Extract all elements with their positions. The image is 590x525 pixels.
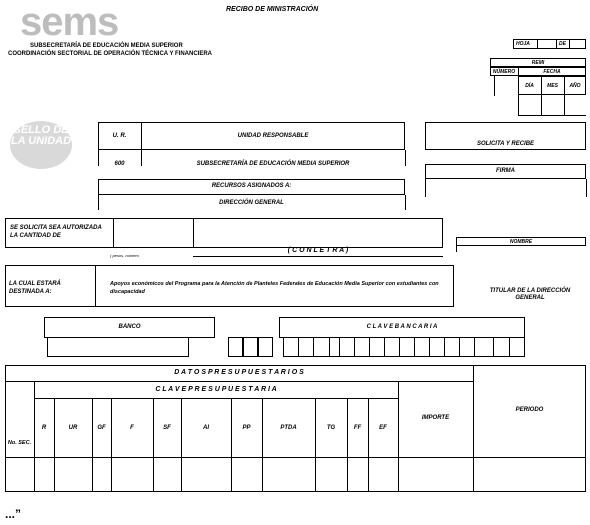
clave-digit-divider	[399, 337, 400, 357]
cantidad-divider-1	[113, 218, 114, 248]
sems-logo: sems	[20, 0, 119, 44]
direccion-label: DIRECCIÓN GENERAL	[219, 200, 284, 206]
banco-digit-2[interactable]	[243, 337, 258, 357]
solicita-label: SOLICITA Y RECIBE	[476, 141, 535, 147]
clave-digit-divider	[444, 337, 445, 357]
clave-bancaria-label: C L A V E B A N C A R I A	[366, 324, 438, 330]
col-divider	[153, 398, 154, 492]
titular-label: TITULAR DE LA DIRECCIÓN GENERAL	[489, 288, 571, 301]
clave-digit-divider	[339, 337, 340, 357]
col-ff: FF	[353, 425, 362, 431]
remi-label: REMI	[531, 60, 545, 66]
col-f: F	[130, 425, 134, 431]
cantidad-label: SE SOLICITA SEA AUTORIZADA LA CANTIDAD DE	[10, 225, 102, 239]
nombre-label: NOMBRE	[509, 239, 533, 245]
clave-digit-divider	[429, 337, 430, 357]
destino-label: LA CUAL ESTARÁ DESTINADA A:	[9, 281, 61, 295]
col-periodo: PERIODO	[515, 407, 544, 413]
con-letra-label: ( C O N L E T R A )	[287, 247, 349, 254]
footer-quote: ...”	[5, 507, 22, 521]
clave-digit-divider	[509, 337, 510, 357]
col-importe: IMPORTE	[421, 415, 450, 421]
sello-de-la-unidad: SELLO DE LA UNIDAD	[10, 121, 72, 169]
col-ptda: PTDA	[280, 425, 297, 431]
col-divider	[231, 398, 232, 492]
recursos-label: RECURSOS ASIGNADOS A:	[211, 183, 292, 189]
col-ef: EF	[379, 425, 387, 431]
con-letra-line	[193, 256, 443, 257]
header-coordinacion: COORDINACIÓN SECTORIAL DE OPERACIÓN TÉCNICA Y FINANCIERA	[8, 51, 213, 57]
col-divider	[347, 398, 348, 492]
clave-digit-divider	[414, 337, 415, 357]
numero-left	[494, 76, 495, 96]
numero-label: NÚMERO	[492, 69, 516, 75]
dir-right-line	[405, 195, 406, 210]
ur-code: 600	[114, 161, 125, 167]
ur-label: U. R.	[112, 133, 127, 139]
col-divider	[92, 398, 93, 492]
firma-left-line	[425, 179, 426, 197]
destino-divider	[95, 265, 96, 307]
no-sec-label: No. SEC.	[7, 440, 32, 446]
hoja-label: HOJA	[516, 41, 530, 47]
banco-input[interactable]	[47, 337, 189, 357]
pesos-label: ( pesos, número	[110, 253, 139, 258]
clave-digit-divider	[369, 337, 370, 357]
importe-divider	[398, 381, 399, 492]
col-tg: TG	[326, 425, 336, 431]
clave-presupuestaria-label: C L A V E P R E S U P U E S T A R I A	[155, 386, 277, 393]
fecha-divider-1	[541, 76, 542, 115]
cantidad-bottom-left	[5, 247, 95, 248]
col-ai: AI	[203, 425, 209, 431]
clave-digit-divider	[384, 337, 385, 357]
banco-digit-1[interactable]	[228, 337, 243, 357]
clave-digit-divider	[493, 337, 494, 357]
mes-label: MES	[547, 83, 558, 89]
datos-label: D A T O S P R E S U P U E S T A R I O S	[174, 369, 304, 376]
datos-bottom-line	[5, 381, 473, 382]
col-divider	[181, 398, 182, 492]
banco-label: BANCO	[118, 324, 141, 330]
anio-label: AÑO	[569, 83, 581, 89]
ur-header: UNIDAD RESPONSABLE	[237, 133, 309, 139]
col-sf: SF	[163, 425, 171, 431]
ur-name: SUBSECRETARÍA DE EDUCACIÓN MEDIA SUPERIOR	[196, 161, 350, 167]
fecha-label: FECHA	[543, 69, 561, 75]
clave-digit-divider	[474, 337, 475, 357]
col-gf: GF	[97, 425, 106, 431]
firma-label: FIRMA	[496, 168, 515, 174]
ur-divider	[141, 122, 142, 166]
header-subsecretaria: SUBSECRETARÍA DE EDUCACIÓN MEDIA SUPERIOR	[30, 43, 183, 49]
periodo-divider	[473, 365, 474, 492]
destino-text: Apoyos económicos del Programa para la Atención de Planteles Federales de Educación Media Superior con estudiantes con discapacidad	[110, 281, 439, 295]
col-pp: PP	[242, 425, 251, 431]
clave-digit-divider	[354, 337, 355, 357]
banco-digit-3[interactable]	[258, 337, 273, 357]
fecha-divider-2	[564, 76, 565, 115]
clave-digit-divider	[313, 337, 314, 357]
de-label: DE	[559, 41, 566, 47]
clave-bancaria-input[interactable]	[283, 337, 525, 357]
dia-label: DÍA	[525, 83, 534, 89]
clave-digit-divider	[298, 337, 299, 357]
document-title: RECIBO DE MINISTRACIÓN	[226, 6, 319, 13]
ur-right-line	[405, 150, 406, 166]
col-divider	[262, 398, 263, 492]
clave-digit-divider	[459, 337, 460, 357]
col-ur: UR	[68, 425, 78, 431]
col-divider	[54, 398, 55, 492]
col-divider	[111, 398, 112, 492]
clave-digit-divider	[329, 337, 330, 357]
col-divider	[315, 398, 316, 492]
fecha-bottom	[518, 115, 586, 116]
col-divider	[368, 398, 369, 492]
firma-right-line	[586, 179, 587, 197]
col-r: R	[41, 425, 47, 431]
cantidad-divider-2	[193, 218, 194, 248]
nombre-left-line	[456, 246, 457, 252]
clave-bottom-line	[34, 398, 398, 399]
